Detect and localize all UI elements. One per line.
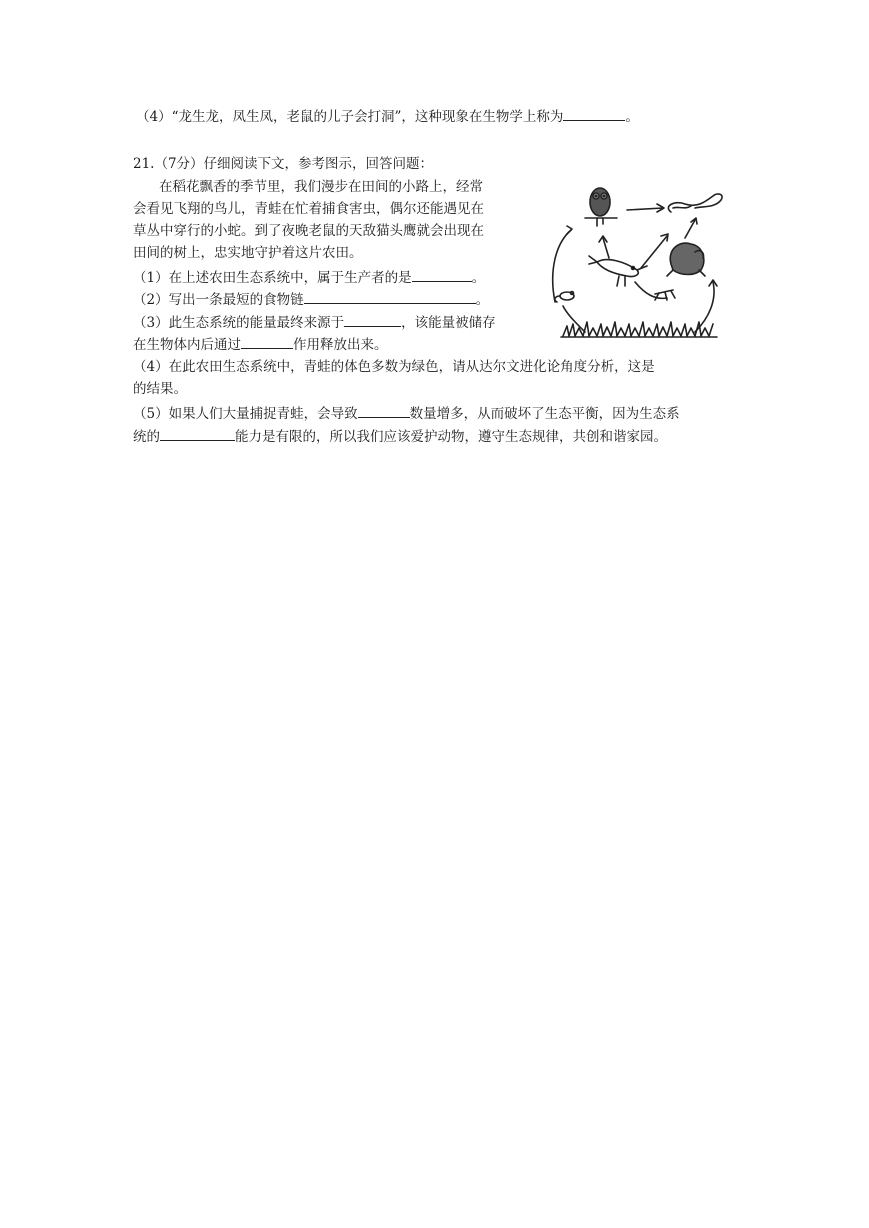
bird-icon (589, 256, 647, 286)
q21-3-line-1 (133, 313, 496, 332)
q21-5-text-1: （5）如果人们大量捕捉青蛙，会导致 (133, 406, 358, 422)
q21-5-line-2 (133, 427, 667, 446)
q21-5-text-3: 统的 (133, 429, 160, 445)
q21-3-text-4: 作用释放出来。 (293, 337, 388, 353)
q20-4-line (136, 107, 639, 126)
frog-icon (667, 243, 705, 276)
q21-3-text-1: （3）此生态系统的能量最终来源于 (133, 315, 345, 331)
passage-line-4: 田间的树上，忠实地守护着这片农田。 (133, 245, 363, 261)
q21-3-text-2: ，该能量被储存 (401, 315, 496, 331)
grass-icon (561, 322, 717, 337)
q21-1-end: 。 (471, 270, 486, 286)
answer-blank-energy-source[interactable] (344, 313, 401, 327)
mouse-icon (555, 292, 574, 303)
snake-icon (668, 194, 722, 212)
q20-4-text: （4）“龙生龙，凤生凤，老鼠的儿子会打洞”，这种现象在生物学上称为 (136, 109, 564, 125)
passage-line-1: 在稻花飘香的季节里，我们漫步在田间的小路上，经常 (159, 179, 483, 195)
q21-2-text: （2）写出一条最短的食物链 (133, 292, 304, 308)
answer-blank-food-chain[interactable] (304, 290, 476, 304)
q21-header: 21.（7分）仔细阅读下文，参考图示，回答问题： (133, 156, 434, 172)
q21-1-line (133, 268, 485, 287)
q21-5-line-1 (133, 404, 680, 423)
q20-4-end: 。 (625, 109, 639, 125)
q21-4-line-2: 的结果。 (133, 381, 187, 397)
owl-icon (585, 188, 617, 226)
passage-line-2: 会看见飞翔的鸟儿，青蛙在忙着捕食害虫，偶尔还能遇见在 (133, 201, 484, 217)
q21-2-line (133, 290, 489, 309)
q21-1-text: （1）在上述农田生态系统中，属于生产者的是 (133, 270, 412, 286)
q21-3-line-2 (133, 335, 388, 354)
q21-3-text-3: 在生物体内后通过 (133, 337, 241, 353)
q21-5-text-4: 能力是有限的，所以我们应该爱护动物，遵守生态规律，共创和谐家园。 (235, 429, 667, 445)
q21-4-line-1: （4）在此农田生态系统中，青蛙的体色多数为绿色，请从达尔文进化论角度分析，这是 (133, 359, 655, 375)
q21-5-text-2: 数量增多，从而破坏了生态平衡，因为生态系 (409, 406, 680, 422)
answer-blank-producer[interactable] (412, 268, 472, 282)
q21-2-end: 。 (475, 292, 490, 308)
answer-blank[interactable] (563, 107, 625, 121)
answer-blank-self-regulation[interactable] (160, 427, 235, 441)
answer-blank-increase[interactable] (358, 404, 410, 418)
food-web-diagram (545, 172, 740, 350)
answer-blank-release[interactable] (241, 335, 293, 349)
passage-line-3: 草丛中穿行的小蛇。到了夜晚老鼠的天敌猫头鹰就会出现在 (133, 223, 484, 239)
